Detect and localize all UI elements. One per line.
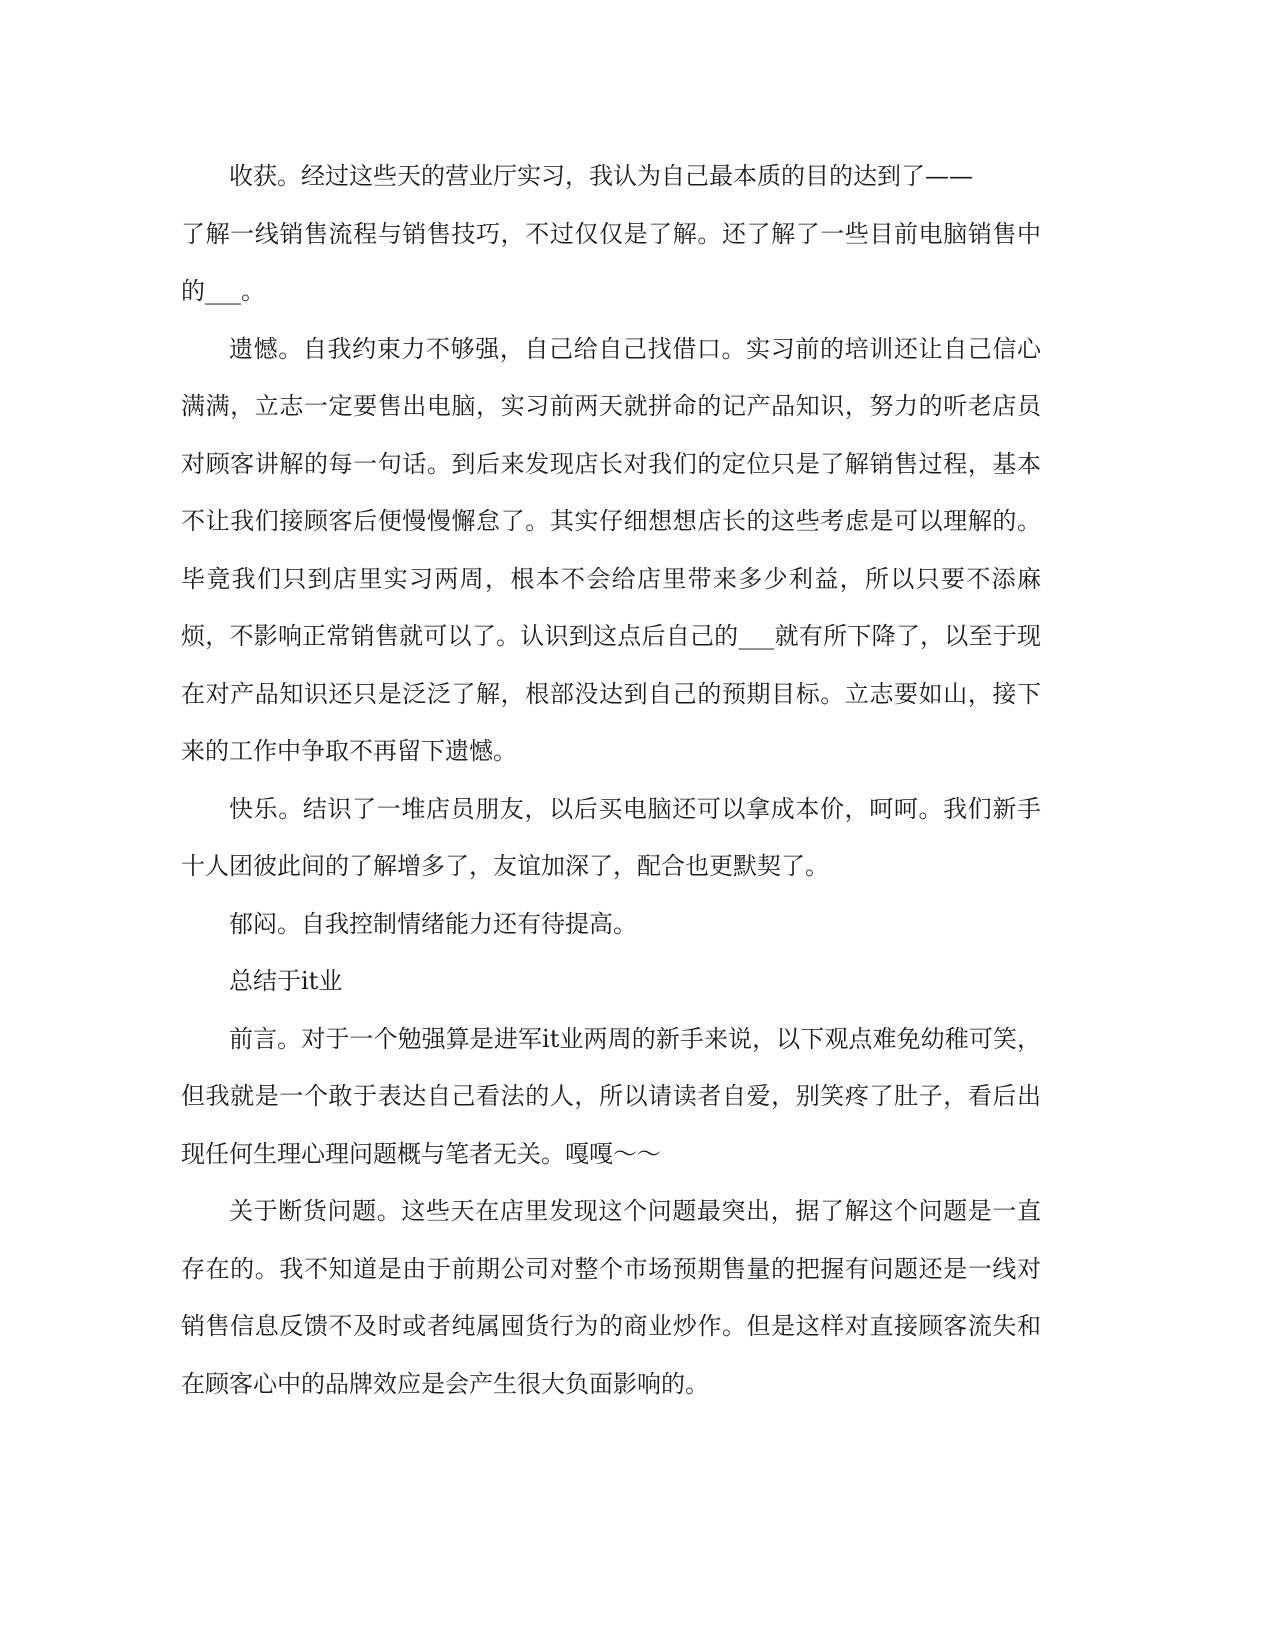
- document-body: [181, 148, 1041, 1413]
- section-heading-it-summary: 总结于it业: [229, 967, 343, 995]
- paragraph-stockout: 关于断货问题。这些天在店里发现这个问题最突出，据了解这个问题是一直存在的。我不知道是由于前期公司对整个市场预期售量的把握有问题还是一线对销售信息反馈不及时或者纯属囤货行为的商业炒作。但是这样对直接顾客流失和在顾客心中的品牌效应是会产生很大负面影响的。: [181, 1197, 1041, 1398]
- paragraph-harvest-continued: 了解一线销售流程与销售技巧，不过仅仅是了解。还了解了一些目前电脑销售中的___。: [181, 219, 1041, 305]
- paragraph-happy: 快乐。结识了一堆店员朋友，以后买电脑还可以拿成本价，呵呵。我们新手十人团彼此间的了解增多了，友谊加深了，配合也更默契了。: [181, 794, 1041, 880]
- paragraph-preface: 前言。对于一个勉强算是进军it业两周的新手来说，以下观点难免幼稚可笑，但我就是一个敢于表达自己看法的人，所以请读者自爱，别笑疼了肚子，看后出现任何生理心理问题概与笔者无关。嘎嘎～～: [181, 1024, 1041, 1168]
- paragraph-regret: 遗憾。自我约束力不够强，自己给自己找借口。实习前的培训还让自己信心满满，立志一定要售出电脑，实习前两天就拼命的记产品知识，努力的听老店员对顾客讲解的每一句话。到后来发现店长对我们的定位只是了解销售过程，基本不让我们接顾客后便慢慢懈怠了。其实仔细想想店长的这些考虑是可以理解的。毕竟我们只到店里实习两周，根本不会给店里带来多少利益，所以只要不添麻烦，不影响正常销售就可以了。认识到这点后自己的___就有所下降了，以至于现在对产品知识还只是泛泛了解，根部没达到自己的预期目标。立志要如山，接下来的工作中争取不再留下遗憾。: [181, 334, 1041, 765]
- paragraph-harvest: 收获。经过这些天的营业厅实习，我认为自己最本质的目的达到了——: [229, 162, 973, 190]
- paragraph-depressed: 郁闷。自我控制情绪能力还有待提高。: [229, 909, 637, 938]
